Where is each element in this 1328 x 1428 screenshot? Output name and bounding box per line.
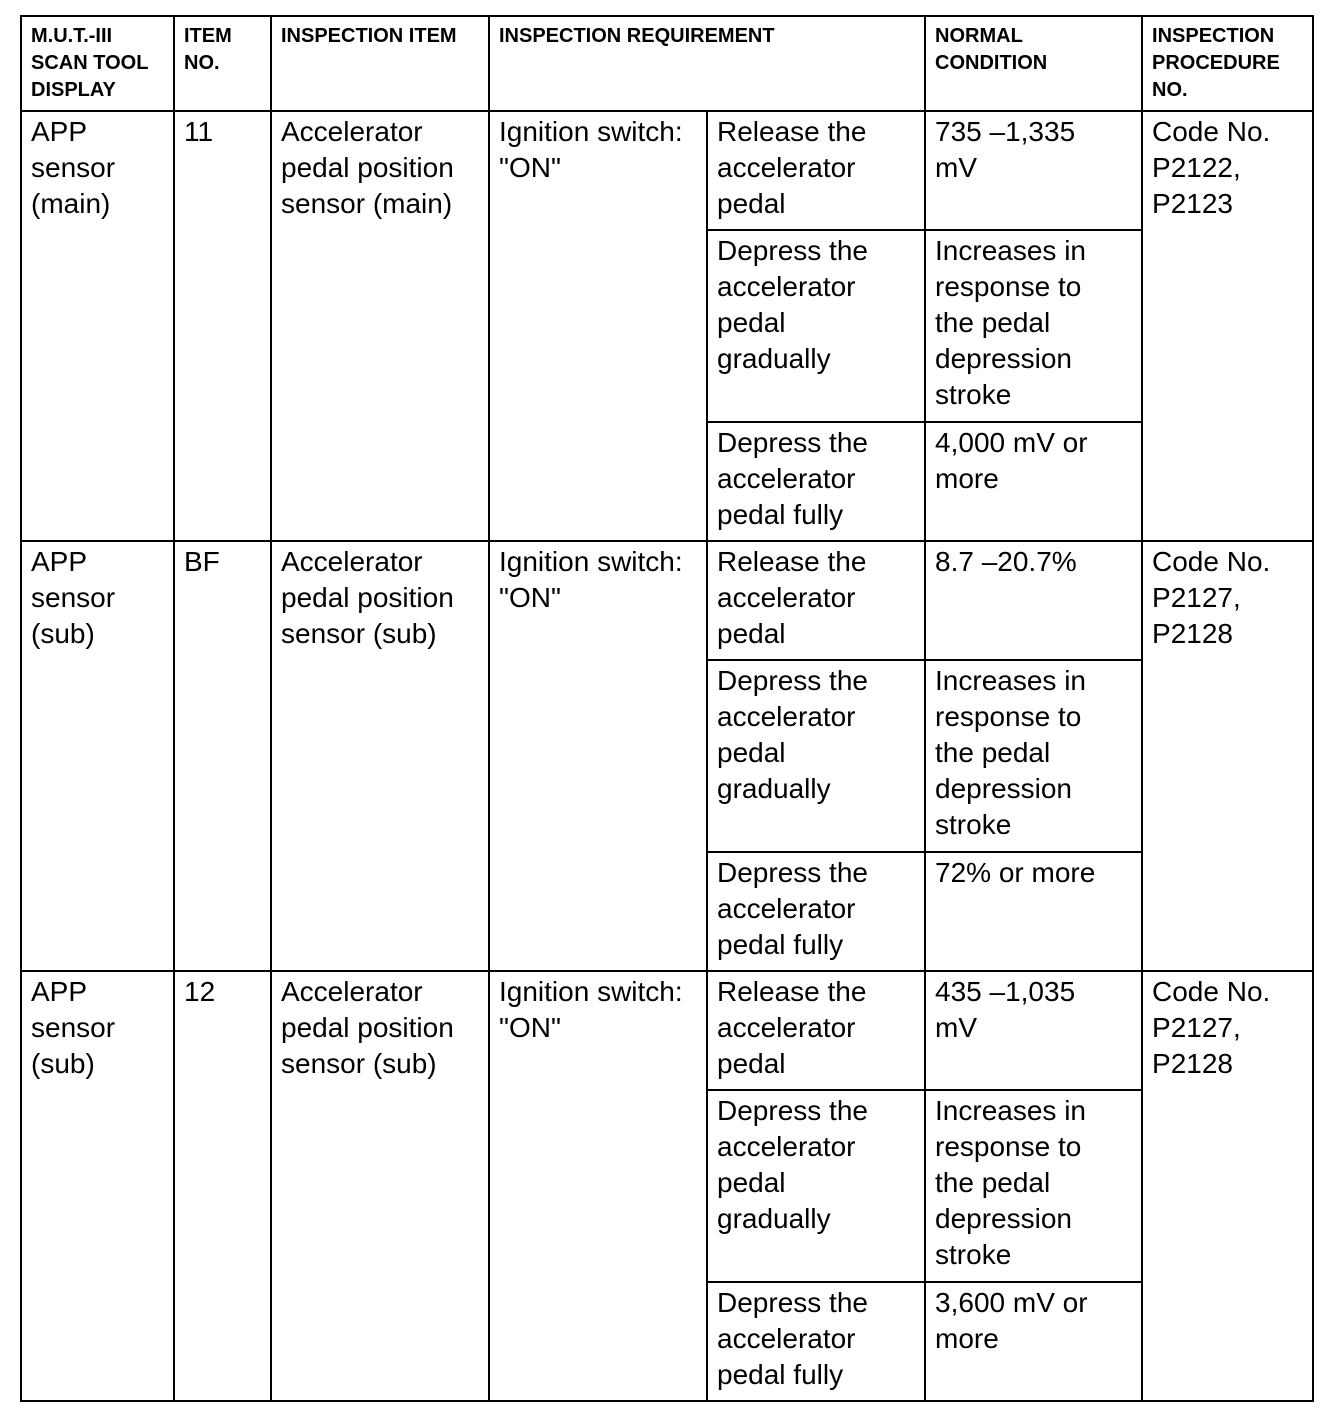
text-line: P2127, <box>1152 1012 1241 1043</box>
text-line: mV <box>935 152 978 183</box>
text-line: (main) <box>31 188 111 219</box>
text-line: accelerator <box>717 582 856 613</box>
text-line: INSPECTION ITEM <box>281 25 457 47</box>
requirement-cell <box>489 971 707 1401</box>
inspection-item-cell <box>271 541 489 971</box>
text-line: Release the <box>717 546 867 577</box>
text-line: DISPLAY <box>31 79 116 101</box>
text-line: Accelerator <box>281 976 423 1007</box>
header-inspection-item <box>271 16 489 111</box>
text-line: accelerator <box>717 701 856 732</box>
text-line: depression <box>935 343 1072 374</box>
text-line: the pedal <box>935 737 1051 768</box>
condition-action-cell <box>707 422 925 541</box>
text-line: sensor (sub) <box>281 618 437 649</box>
text-line: Depress the <box>717 1287 868 1318</box>
text-line: depression <box>935 773 1072 804</box>
text-line: accelerator <box>717 1323 856 1354</box>
table-row <box>21 111 1313 230</box>
text-line: 3,600 mV or <box>935 1287 1088 1318</box>
text-line: Ignition switch: <box>499 116 683 147</box>
text-line: pedal fully <box>717 499 844 530</box>
normal-condition-cell <box>925 852 1142 971</box>
normal-condition-cell <box>925 230 1142 422</box>
text-line: "ON" <box>499 152 561 183</box>
text-line: pedal position <box>281 1012 454 1043</box>
header-scan-tool-display <box>21 16 174 111</box>
text-line: Accelerator <box>281 116 423 147</box>
text-line: NO. <box>184 52 220 74</box>
text-line: response to <box>935 271 1082 302</box>
condition-action-cell <box>707 541 925 660</box>
header-inspection-requirement <box>489 16 925 111</box>
text-line: (sub) <box>31 618 95 649</box>
text-line: pedal fully <box>717 1359 844 1390</box>
text-line: accelerator <box>717 271 856 302</box>
normal-condition-cell <box>925 541 1142 660</box>
condition-action-cell <box>707 111 925 230</box>
text-line: response to <box>935 1131 1082 1162</box>
condition-action-cell <box>707 1282 925 1401</box>
text-line: Depress the <box>717 1095 868 1126</box>
normal-condition-cell <box>925 971 1142 1090</box>
inspection-item-cell <box>271 971 489 1401</box>
text-line: 72% or more <box>935 857 1096 888</box>
text-line: sensor (sub) <box>281 1048 437 1079</box>
item-no-cell <box>174 111 271 541</box>
text-line: mV <box>935 1012 978 1043</box>
text-line: pedal <box>717 737 786 768</box>
header-item-no <box>174 16 271 111</box>
procedure-no-cell <box>1142 111 1313 541</box>
text-line: PROCEDURE <box>1152 52 1280 74</box>
scan-tool-display-cell <box>21 111 174 541</box>
text-line: stroke <box>935 809 1012 840</box>
text-line: P2122, <box>1152 152 1241 183</box>
text-line: pedal <box>717 188 786 219</box>
text-line: the pedal <box>935 307 1051 338</box>
text-line: M.U.T.-III <box>31 25 113 47</box>
text-line: APP <box>31 546 88 577</box>
text-line: stroke <box>935 1239 1012 1270</box>
text-line: the pedal <box>935 1167 1051 1198</box>
text-line: APP <box>31 116 88 147</box>
normal-condition-cell <box>925 111 1142 230</box>
requirement-cell <box>489 541 707 971</box>
text-line: Release the <box>717 976 867 1007</box>
text-line: 435 –1,035 <box>935 976 1076 1007</box>
normal-condition-cell <box>925 1090 1142 1282</box>
inspection-item-cell <box>271 111 489 541</box>
text-line: 11 <box>184 116 214 147</box>
text-line: 735 –1,335 <box>935 116 1076 147</box>
text-line: pedal <box>717 1048 786 1079</box>
text-line: ITEM <box>184 25 232 47</box>
condition-action-cell <box>707 230 925 422</box>
text-line: 4,000 mV or <box>935 427 1088 458</box>
table-row <box>21 971 1313 1090</box>
text-line: pedal position <box>281 582 454 613</box>
text-line: Increases in <box>935 1095 1086 1126</box>
scan-tool-display-cell <box>21 971 174 1401</box>
text-line: sensor <box>31 1012 116 1043</box>
procedure-no-cell <box>1142 541 1313 971</box>
text-line: Depress the <box>717 235 868 266</box>
text-line: NORMAL <box>935 25 1023 47</box>
text-line: P2127, <box>1152 582 1241 613</box>
text-line: sensor (main) <box>281 188 453 219</box>
condition-action-cell <box>707 852 925 971</box>
table-row <box>21 541 1313 660</box>
text-line: gradually <box>717 1203 831 1234</box>
text-line: Increases in <box>935 665 1086 696</box>
condition-action-cell <box>707 1090 925 1282</box>
normal-condition-cell <box>925 1282 1142 1401</box>
text-line: "ON" <box>499 1012 561 1043</box>
text-line: pedal <box>717 1167 786 1198</box>
text-line: Code No. <box>1152 116 1271 147</box>
table-header-row <box>21 16 1313 111</box>
requirement-cell <box>489 111 707 541</box>
text-line: "ON" <box>499 582 561 613</box>
text-line: response to <box>935 701 1082 732</box>
procedure-no-cell <box>1142 971 1313 1401</box>
text-line: sensor <box>31 582 116 613</box>
text-line: accelerator <box>717 1012 856 1043</box>
text-line: more <box>935 463 999 494</box>
text-line: accelerator <box>717 152 856 183</box>
text-line: sensor <box>31 152 116 183</box>
text-line: INSPECTION REQUIREMENT <box>499 25 775 47</box>
text-line: SCAN TOOL <box>31 52 149 74</box>
normal-condition-cell <box>925 422 1142 541</box>
text-line: P2128 <box>1152 1048 1233 1079</box>
text-line: Depress the <box>717 857 868 888</box>
text-line: P2128 <box>1152 618 1233 649</box>
text-line: CONDITION <box>935 52 1048 74</box>
text-line: BF <box>184 546 220 577</box>
text-line: pedal fully <box>717 929 844 960</box>
scan-tool-display-cell <box>21 541 174 971</box>
text-line: Release the <box>717 116 867 147</box>
text-line: Depress the <box>717 427 868 458</box>
text-line: 8.7 –20.7% <box>935 546 1077 577</box>
text-line: (sub) <box>31 1048 95 1079</box>
text-line: Depress the <box>717 665 868 696</box>
text-line: Ignition switch: <box>499 546 683 577</box>
text-line: P2123 <box>1152 188 1233 219</box>
text-line: Accelerator <box>281 546 423 577</box>
text-line: NO. <box>1152 79 1188 101</box>
text-line: pedal position <box>281 152 454 183</box>
inspection-table <box>20 15 1314 1402</box>
text-line: accelerator <box>717 1131 856 1162</box>
text-line: 12 <box>184 976 216 1007</box>
text-line: pedal <box>717 618 786 649</box>
table-body <box>21 111 1313 1401</box>
text-line: INSPECTION <box>1152 25 1275 47</box>
text-line: pedal <box>717 307 786 338</box>
text-line: accelerator <box>717 463 856 494</box>
text-line: Code No. <box>1152 976 1271 1007</box>
text-line: gradually <box>717 343 831 374</box>
text-line: stroke <box>935 379 1012 410</box>
text-line: APP <box>31 976 88 1007</box>
condition-action-cell <box>707 971 925 1090</box>
condition-action-cell <box>707 660 925 852</box>
normal-condition-cell <box>925 660 1142 852</box>
item-no-cell <box>174 971 271 1401</box>
text-line: Increases in <box>935 235 1086 266</box>
item-no-cell <box>174 541 271 971</box>
header-inspection-procedure-no <box>1142 16 1313 111</box>
text-line: more <box>935 1323 999 1354</box>
header-normal-condition <box>925 16 1142 111</box>
text-line: gradually <box>717 773 831 804</box>
text-line: accelerator <box>717 893 856 924</box>
text-line: depression <box>935 1203 1072 1234</box>
text-line: Code No. <box>1152 546 1271 577</box>
text-line: Ignition switch: <box>499 976 683 1007</box>
